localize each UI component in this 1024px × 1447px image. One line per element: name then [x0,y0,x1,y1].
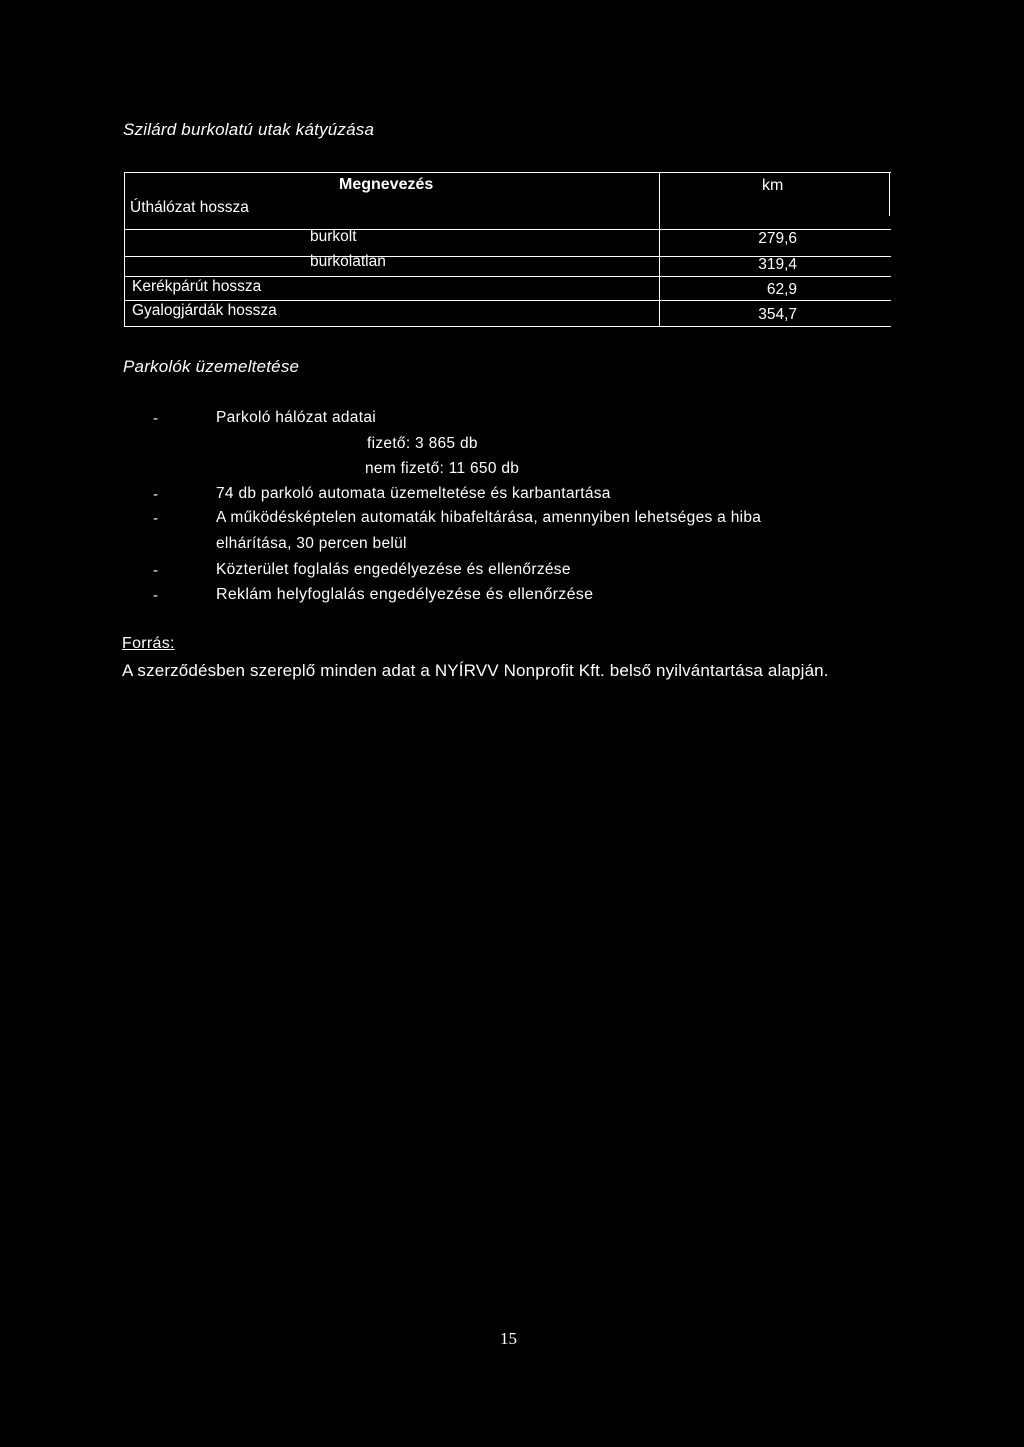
list-bullet-dash: - [153,410,158,427]
table-row-value: 319,4 [758,256,797,273]
list-subitem-free: nem fizető: 11 650 db [365,460,520,477]
road-length-table [124,172,891,327]
list-bullet-dash: - [153,562,158,579]
table-row-divider [124,276,891,277]
table-row-sublabel: burkolt [310,228,357,245]
table-row-sublabel: burkolatlan [310,253,386,270]
list-subitem-paid: fizető: 3 865 db [367,435,478,452]
table-row-label: Úthálózat hossza [130,199,249,216]
list-item-continuation: elhárítása, 30 percen belül [216,535,407,552]
table-column-divider [659,172,660,327]
table-row-value: 354,7 [758,306,797,323]
list-bullet-dash: - [153,587,158,604]
table-header-name: Megnevezés [339,176,434,193]
list-item: Reklám helyfoglalás engedélyezése és ellenőrzése [216,586,594,603]
section-heading-potholes: Szilárd burkolatú utak kátyúzása [123,120,375,139]
table-border-right [889,172,890,216]
table-row-value: 62,9 [766,281,797,298]
table-row-label: Kerékpárút hossza [132,278,262,295]
list-item: 74 db parkoló automata üzemeltetése és karbantartása [216,485,611,502]
table-border-top [124,172,891,173]
table-row-divider [124,300,891,301]
source-label: Forrás: [122,635,175,652]
page-number: 15 [500,1329,517,1348]
section-heading-parking: Parkolók üzemeltetése [123,357,300,376]
list-item: Parkoló hálózat adatai [216,409,376,426]
table-border-left [124,172,125,327]
list-item: A működésképtelen automaták hibafeltárása, amennyiben lehetséges a hiba [216,509,762,526]
table-row-label: Gyalogjárdák hossza [132,302,277,319]
list-item: Közterület foglalás engedélyezése és ellenőrzése [216,561,571,578]
list-bullet-dash: - [153,486,158,503]
table-row-value: 279,6 [758,230,797,247]
table-header-unit: km [762,177,784,194]
source-text: A szerződésben szereplő minden adat a NYÍRVV Nonprofit Kft. belső nyilvántartása alapján. [122,661,829,680]
list-bullet-dash: - [153,510,158,527]
table-border-bottom [124,326,891,327]
